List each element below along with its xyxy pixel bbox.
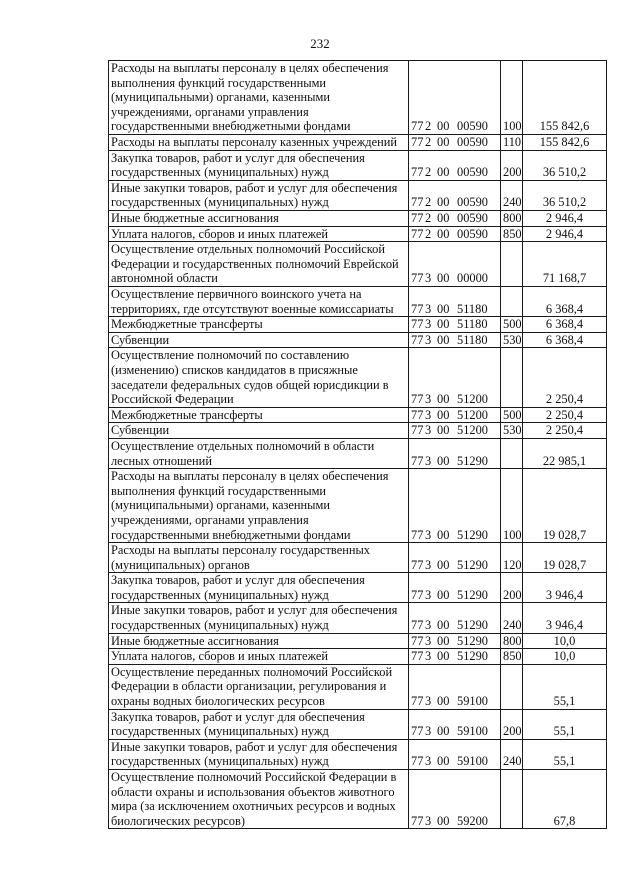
row-target-code bbox=[409, 649, 501, 665]
code-part-c3: 00 bbox=[437, 453, 450, 468]
code-part-c4: 00590 bbox=[457, 195, 488, 210]
code-part-c2: 2 bbox=[425, 195, 432, 210]
row-expense-type: 240 bbox=[501, 739, 523, 769]
code-part-c1: 77 bbox=[411, 557, 424, 572]
row-amount: 22 985,1 bbox=[523, 438, 607, 468]
code-part-c1: 77 bbox=[411, 165, 424, 180]
row-name: Осуществление отдельных полномочий Российской Федерации и государственных полномочий Еврейской автономной области bbox=[109, 242, 409, 287]
table-row bbox=[109, 739, 607, 769]
row-target-code bbox=[409, 286, 501, 316]
row-expense-type: 530 bbox=[501, 332, 523, 348]
code-part-c4: 51200 bbox=[457, 392, 488, 407]
code-part-c4: 51200 bbox=[457, 407, 488, 422]
row-expense-type: 100 bbox=[501, 61, 523, 135]
table-row bbox=[109, 286, 607, 316]
code-part-c2: 3 bbox=[425, 527, 432, 542]
code-part-c2: 3 bbox=[425, 618, 432, 633]
table-row bbox=[109, 770, 607, 829]
code-part-c1: 77 bbox=[411, 271, 424, 286]
row-expense-type: 200 bbox=[501, 150, 523, 180]
code-part-c4: 51180 bbox=[457, 332, 488, 347]
code-part-c4: 51290 bbox=[457, 527, 488, 542]
table-row bbox=[109, 649, 607, 665]
code-part-c2: 3 bbox=[425, 423, 432, 438]
table-row bbox=[109, 180, 607, 210]
code-part-c3: 00 bbox=[437, 135, 450, 149]
code-part-c1: 77 bbox=[411, 392, 424, 407]
row-target-code bbox=[409, 348, 501, 407]
row-name: Осуществление полномочий по составлению (изменению) списков кандидатов в присяжные заседатели федеральных судов общей юрисдикции в Российской Федерации bbox=[109, 348, 409, 407]
row-target-code bbox=[409, 633, 501, 649]
code-part-c3: 00 bbox=[437, 226, 450, 241]
table-row bbox=[109, 423, 607, 439]
row-expense-type bbox=[501, 348, 523, 407]
row-target-code bbox=[409, 770, 501, 829]
code-part-c3: 00 bbox=[437, 423, 450, 438]
table-body bbox=[109, 61, 607, 829]
code-part-c1: 77 bbox=[411, 423, 424, 438]
page-number: 232 bbox=[310, 36, 330, 51]
row-amount: 3 946,4 bbox=[523, 603, 607, 633]
code-part-c3: 00 bbox=[437, 587, 450, 602]
row-target-code bbox=[409, 709, 501, 739]
code-part-c2: 3 bbox=[425, 754, 432, 769]
row-target-code bbox=[409, 423, 501, 439]
code-part-c2: 3 bbox=[425, 301, 432, 316]
code-part-c3: 00 bbox=[437, 694, 450, 709]
row-target-code bbox=[409, 469, 501, 543]
code-part-c3: 00 bbox=[437, 649, 450, 664]
row-expense-type: 240 bbox=[501, 180, 523, 210]
code-part-c3: 00 bbox=[437, 557, 450, 572]
code-part-c2: 3 bbox=[425, 332, 432, 347]
table-row bbox=[109, 135, 607, 151]
row-amount: 19 028,7 bbox=[523, 469, 607, 543]
code-part-c1: 77 bbox=[411, 694, 424, 709]
row-amount: 67,8 bbox=[523, 770, 607, 829]
code-part-c1: 77 bbox=[411, 633, 424, 648]
table-row bbox=[109, 709, 607, 739]
code-part-c3: 00 bbox=[437, 754, 450, 769]
table-row bbox=[109, 210, 607, 226]
table-row bbox=[109, 61, 607, 135]
row-amount: 55,1 bbox=[523, 739, 607, 769]
row-expense-type: 200 bbox=[501, 709, 523, 739]
table-row bbox=[109, 242, 607, 287]
row-name: Закупка товаров, работ и услуг для обеспечения государственных (муниципальных) нужд bbox=[109, 573, 409, 603]
row-name: Межбюджетные трансферты bbox=[109, 317, 409, 333]
row-target-code bbox=[409, 543, 501, 573]
code-part-c1: 77 bbox=[411, 226, 424, 241]
row-target-code bbox=[409, 603, 501, 633]
code-part-c3: 00 bbox=[437, 813, 450, 828]
row-expense-type: 100 bbox=[501, 469, 523, 543]
row-name: Закупка товаров, работ и услуг для обеспечения государственных (муниципальных) нужд bbox=[109, 709, 409, 739]
table-row bbox=[109, 438, 607, 468]
row-name: Иные закупки товаров, работ и услуг для обеспечения государственных (муниципальных) нужд bbox=[109, 180, 409, 210]
code-part-c3: 00 bbox=[437, 301, 450, 316]
code-part-c3: 00 bbox=[437, 527, 450, 542]
code-part-c4: 51180 bbox=[457, 301, 488, 316]
row-target-code bbox=[409, 332, 501, 348]
row-target-code bbox=[409, 226, 501, 242]
row-expense-type bbox=[501, 438, 523, 468]
code-part-c2: 2 bbox=[425, 210, 432, 225]
code-part-c2: 2 bbox=[425, 119, 432, 134]
code-part-c1: 77 bbox=[411, 119, 424, 134]
code-part-c4: 00590 bbox=[457, 135, 488, 149]
row-expense-type: 110 bbox=[501, 135, 523, 151]
row-name: Иные бюджетные ассигнования bbox=[109, 633, 409, 649]
code-part-c4: 00590 bbox=[457, 226, 488, 241]
code-part-c4: 51290 bbox=[457, 587, 488, 602]
code-part-c2: 2 bbox=[425, 135, 432, 149]
table-row bbox=[109, 603, 607, 633]
code-part-c2: 3 bbox=[425, 317, 432, 332]
code-part-c1: 77 bbox=[411, 724, 424, 739]
code-part-c1: 77 bbox=[411, 754, 424, 769]
row-amount: 155 842,6 bbox=[523, 61, 607, 135]
code-part-c3: 00 bbox=[437, 633, 450, 648]
row-target-code bbox=[409, 664, 501, 709]
table-row bbox=[109, 332, 607, 348]
row-name: Уплата налогов, сборов и иных платежей bbox=[109, 226, 409, 242]
row-name: Уплата налогов, сборов и иных платежей bbox=[109, 649, 409, 665]
row-name: Субвенции bbox=[109, 332, 409, 348]
code-part-c1: 77 bbox=[411, 301, 424, 316]
row-amount: 19 028,7 bbox=[523, 543, 607, 573]
code-part-c2: 3 bbox=[425, 392, 432, 407]
code-part-c4: 51290 bbox=[457, 557, 488, 572]
row-expense-type: 530 bbox=[501, 423, 523, 439]
row-amount: 71 168,7 bbox=[523, 242, 607, 287]
code-part-c3: 00 bbox=[437, 317, 450, 332]
row-expense-type bbox=[501, 770, 523, 829]
code-part-c3: 00 bbox=[437, 392, 450, 407]
code-part-c3: 00 bbox=[437, 271, 450, 286]
code-part-c1: 77 bbox=[411, 135, 424, 149]
row-target-code bbox=[409, 210, 501, 226]
row-name: Расходы на выплаты персоналу в целях обеспечения выполнения функций государственными (муниципальными) органами, казенными учреждениями, органами управления государственными внебюджетными фондами bbox=[109, 469, 409, 543]
code-part-c4: 00590 bbox=[457, 165, 488, 180]
code-part-c3: 00 bbox=[437, 407, 450, 422]
code-part-c4: 59100 bbox=[457, 694, 488, 709]
table-row bbox=[109, 150, 607, 180]
row-amount: 10,0 bbox=[523, 649, 607, 665]
table-row bbox=[109, 664, 607, 709]
row-target-code bbox=[409, 317, 501, 333]
code-part-c2: 3 bbox=[425, 271, 432, 286]
row-target-code bbox=[409, 135, 501, 151]
row-amount: 2 250,4 bbox=[523, 423, 607, 439]
row-amount: 6 368,4 bbox=[523, 332, 607, 348]
row-amount: 2 250,4 bbox=[523, 407, 607, 423]
code-part-c2: 3 bbox=[425, 813, 432, 828]
code-part-c1: 77 bbox=[411, 210, 424, 225]
table-row bbox=[109, 469, 607, 543]
code-part-c4: 51290 bbox=[457, 633, 488, 648]
code-part-c2: 3 bbox=[425, 633, 432, 648]
row-expense-type bbox=[501, 242, 523, 287]
code-part-c4: 51290 bbox=[457, 453, 488, 468]
row-expense-type: 200 bbox=[501, 573, 523, 603]
code-part-c3: 00 bbox=[437, 210, 450, 225]
code-part-c1: 77 bbox=[411, 407, 424, 422]
row-name: Расходы на выплаты персоналу государственных (муниципальных) органов bbox=[109, 543, 409, 573]
code-part-c2: 3 bbox=[425, 557, 432, 572]
row-target-code bbox=[409, 242, 501, 287]
code-part-c1: 77 bbox=[411, 317, 424, 332]
row-expense-type: 800 bbox=[501, 210, 523, 226]
row-name: Субвенции bbox=[109, 423, 409, 439]
code-part-c4: 51200 bbox=[457, 423, 488, 438]
code-part-c1: 77 bbox=[411, 618, 424, 633]
row-name: Осуществление первичного воинского учета на территориях, где отсутствуют военные комиссариаты bbox=[109, 286, 409, 316]
row-name: Осуществление переданных полномочий Российской Федерации в области организации, регулирования и охраны водных биологических ресурсов bbox=[109, 664, 409, 709]
row-target-code bbox=[409, 61, 501, 135]
row-expense-type: 500 bbox=[501, 317, 523, 333]
row-amount: 6 368,4 bbox=[523, 286, 607, 316]
code-part-c1: 77 bbox=[411, 649, 424, 664]
code-part-c2: 3 bbox=[425, 407, 432, 422]
row-expense-type: 500 bbox=[501, 407, 523, 423]
table-row bbox=[109, 633, 607, 649]
row-name: Иные закупки товаров, работ и услуг для обеспечения государственных (муниципальных) нужд bbox=[109, 603, 409, 633]
row-name: Межбюджетные трансферты bbox=[109, 407, 409, 423]
row-target-code bbox=[409, 407, 501, 423]
code-part-c4: 00590 bbox=[457, 119, 488, 134]
code-part-c2: 3 bbox=[425, 694, 432, 709]
row-target-code bbox=[409, 739, 501, 769]
row-expense-type: 850 bbox=[501, 226, 523, 242]
row-amount: 2 946,4 bbox=[523, 226, 607, 242]
code-part-c3: 00 bbox=[437, 332, 450, 347]
code-part-c3: 00 bbox=[437, 195, 450, 210]
row-name: Закупка товаров, работ и услуг для обеспечения государственных (муниципальных) нужд bbox=[109, 150, 409, 180]
row-target-code bbox=[409, 150, 501, 180]
row-amount: 55,1 bbox=[523, 664, 607, 709]
code-part-c4: 00590 bbox=[457, 210, 488, 225]
row-target-code bbox=[409, 573, 501, 603]
code-part-c4: 51290 bbox=[457, 618, 488, 633]
code-part-c2: 3 bbox=[425, 649, 432, 664]
code-part-c2: 2 bbox=[425, 165, 432, 180]
row-name: Расходы на выплаты персоналу казенных учреждений bbox=[109, 135, 409, 151]
code-part-c3: 00 bbox=[437, 724, 450, 739]
row-name: Иные закупки товаров, работ и услуг для обеспечения государственных (муниципальных) нужд bbox=[109, 739, 409, 769]
row-amount: 2 946,4 bbox=[523, 210, 607, 226]
row-name: Иные бюджетные ассигнования bbox=[109, 210, 409, 226]
row-name: Расходы на выплаты персоналу в целях обеспечения выполнения функций государственными (муниципальными) органами, казенными учреждениями, органами управления государственными внебюджетными фондами bbox=[109, 61, 409, 135]
row-expense-type: 120 bbox=[501, 543, 523, 573]
code-part-c4: 00000 bbox=[457, 271, 488, 286]
row-amount: 36 510,2 bbox=[523, 150, 607, 180]
row-amount: 36 510,2 bbox=[523, 180, 607, 210]
code-part-c2: 3 bbox=[425, 724, 432, 739]
table-row bbox=[109, 543, 607, 573]
row-amount: 6 368,4 bbox=[523, 317, 607, 333]
code-part-c2: 2 bbox=[425, 226, 432, 241]
row-expense-type bbox=[501, 664, 523, 709]
table-row bbox=[109, 407, 607, 423]
code-part-c1: 77 bbox=[411, 332, 424, 347]
code-part-c4: 59100 bbox=[457, 724, 488, 739]
code-part-c3: 00 bbox=[437, 165, 450, 180]
table-row bbox=[109, 348, 607, 407]
code-part-c4: 59100 bbox=[457, 754, 488, 769]
code-part-c4: 51180 bbox=[457, 317, 488, 332]
row-amount: 155 842,6 bbox=[523, 135, 607, 151]
budget-table bbox=[108, 60, 607, 829]
code-part-c2: 3 bbox=[425, 453, 432, 468]
row-target-code bbox=[409, 438, 501, 468]
code-part-c1: 77 bbox=[411, 527, 424, 542]
row-expense-type bbox=[501, 286, 523, 316]
row-expense-type: 850 bbox=[501, 649, 523, 665]
code-part-c4: 59200 bbox=[457, 813, 488, 828]
code-part-c1: 77 bbox=[411, 587, 424, 602]
table-row bbox=[109, 317, 607, 333]
row-amount: 2 250,4 bbox=[523, 348, 607, 407]
code-part-c1: 77 bbox=[411, 195, 424, 210]
code-part-c1: 77 bbox=[411, 453, 424, 468]
row-name: Осуществление отдельных полномочий в области лесных отношений bbox=[109, 438, 409, 468]
table-row bbox=[109, 226, 607, 242]
row-target-code bbox=[409, 180, 501, 210]
code-part-c3: 00 bbox=[437, 119, 450, 134]
table-row bbox=[109, 573, 607, 603]
row-amount: 3 946,4 bbox=[523, 573, 607, 603]
row-amount: 55,1 bbox=[523, 709, 607, 739]
row-expense-type: 800 bbox=[501, 633, 523, 649]
row-expense-type: 240 bbox=[501, 603, 523, 633]
row-amount: 10,0 bbox=[523, 633, 607, 649]
code-part-c3: 00 bbox=[437, 618, 450, 633]
code-part-c4: 51290 bbox=[457, 649, 488, 664]
row-name: Осуществление полномочий Российской Федерации в области охраны и использования объектов животного мира (за исключением охотничьих ресурсов и водных биологических ресурсов) bbox=[109, 770, 409, 829]
code-part-c1: 77 bbox=[411, 813, 424, 828]
code-part-c2: 3 bbox=[425, 587, 432, 602]
